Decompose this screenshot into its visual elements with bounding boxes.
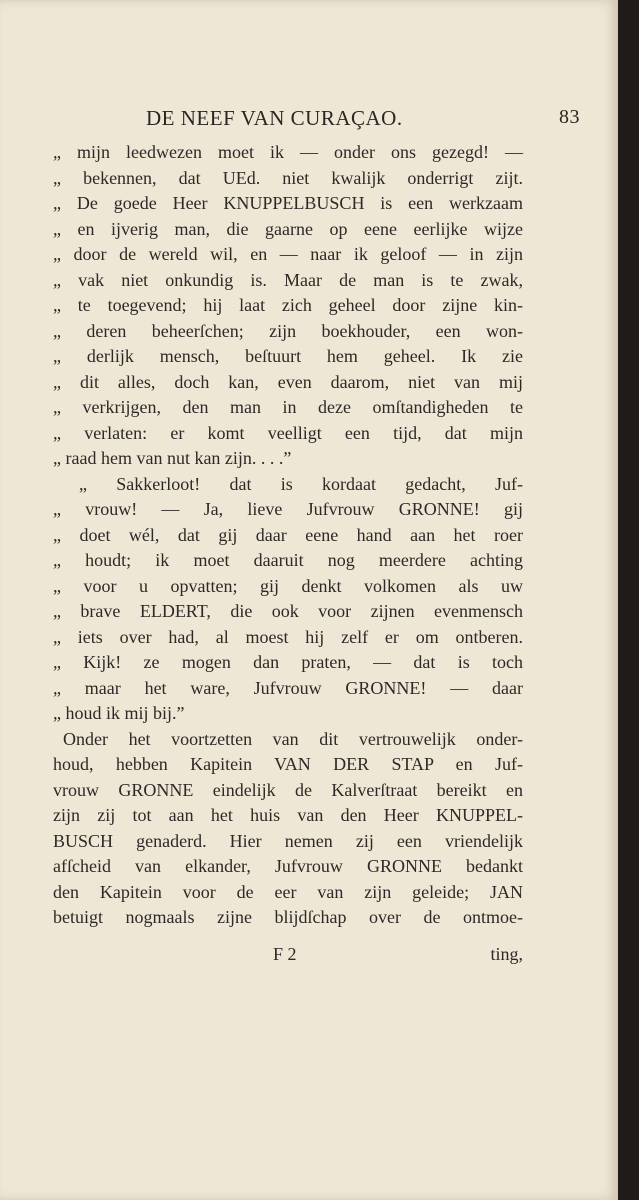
text-line: „ mijn leedwezen moet ik — onder ons gezegd! —	[53, 142, 523, 162]
text-line: zijn zij tot aan het huis van den Heer KNUPPEL-	[53, 805, 523, 825]
body-text	[53, 140, 523, 931]
text-line: „ doet wél, dat gij daar eene hand aan het roer	[53, 524, 523, 545]
text-line: „ te toegevend; hij laat zich geheel door zijne kin-	[53, 295, 523, 315]
text-line: „ Sakkerloot! dat is kordaat gedacht, Juf-	[79, 473, 523, 494]
page-edge-shadow	[618, 0, 639, 1200]
text-line: BUSCH genaderd. Hier nemen zij een vriendelijk	[53, 830, 523, 851]
text-line: afſcheid van elkander, Jufvrouw GRONNE bedankt	[53, 856, 523, 876]
text-line: „ houdt; ik moet daaruit nog meerdere achting	[53, 550, 523, 570]
page-footer	[53, 944, 523, 970]
text-line: „ vrouw! — Ja, lieve Jufvrouw GRONNE! gij	[53, 499, 523, 519]
text-line: „ houd ik mij bij.”	[53, 703, 185, 723]
text-line: „ voor u opvatten; gij denkt volkomen als uw	[53, 575, 523, 596]
text-line: „ verlaten: er komt veelligt een tijd, dat mijn	[53, 422, 523, 443]
text-line: „ Kijk! ze mogen dan praten, — dat is toch	[53, 652, 523, 672]
text-line: „ dit alles, doch kan, even daarom, niet van mij	[53, 371, 523, 392]
running-header	[140, 106, 580, 134]
text-line: „ verkrijgen, den man in deze omſtandigheden te	[53, 397, 523, 417]
text-line: „ De goede Heer KNUPPELBUSCH is een werkzaam	[53, 193, 523, 213]
text-line: den Kapitein voor de eer van zijn geleide; JAN	[53, 881, 523, 902]
text-line: „ maar het ware, Jufvrouw GRONNE! — daar	[53, 677, 523, 698]
text-line: „ deren beheerſchen; zijn boekhouder, een won-	[53, 320, 523, 341]
text-line: houd, hebben Kapitein VAN DER STAP en Juf-	[53, 754, 523, 774]
text-line: „ bekennen, dat UEd. niet kwalijk onderrigt zijt.	[53, 167, 523, 188]
text-line: „ en ijverig man, die gaarne op eene eerlijke wijze	[53, 218, 523, 239]
page-title: DE NEEF VAN CURAÇAO.	[146, 106, 403, 130]
text-line: „ door de wereld wil, en — naar ik geloof — in zijn	[53, 244, 523, 264]
text-line: „ iets over had, al moest hij zelf er om ontberen.	[53, 626, 523, 647]
text-line: „ vak niet onkundig is. Maar de man is te zwak,	[53, 269, 523, 290]
text-line: „ raad hem van nut kan zijn. . . .”	[53, 448, 292, 468]
text-line: Onder het voortzetten van dit vertrouwelijk onder-	[63, 728, 523, 749]
catchword: ting,	[490, 944, 523, 964]
page-number: 83	[559, 106, 580, 128]
text-line: „ derlijk mensch, beſtuurt hem geheel. Ik zie	[53, 346, 523, 366]
text-line: „ brave ELDERT, die ook voor zijnen evenmensch	[53, 601, 523, 621]
signature-mark: F 2	[273, 944, 297, 964]
text-line: vrouw GRONNE eindelijk de Kalverſtraat bereikt en	[53, 779, 523, 800]
text-line: betuigt nogmaals zijne blijdſchap over de ontmoe-	[53, 907, 523, 927]
